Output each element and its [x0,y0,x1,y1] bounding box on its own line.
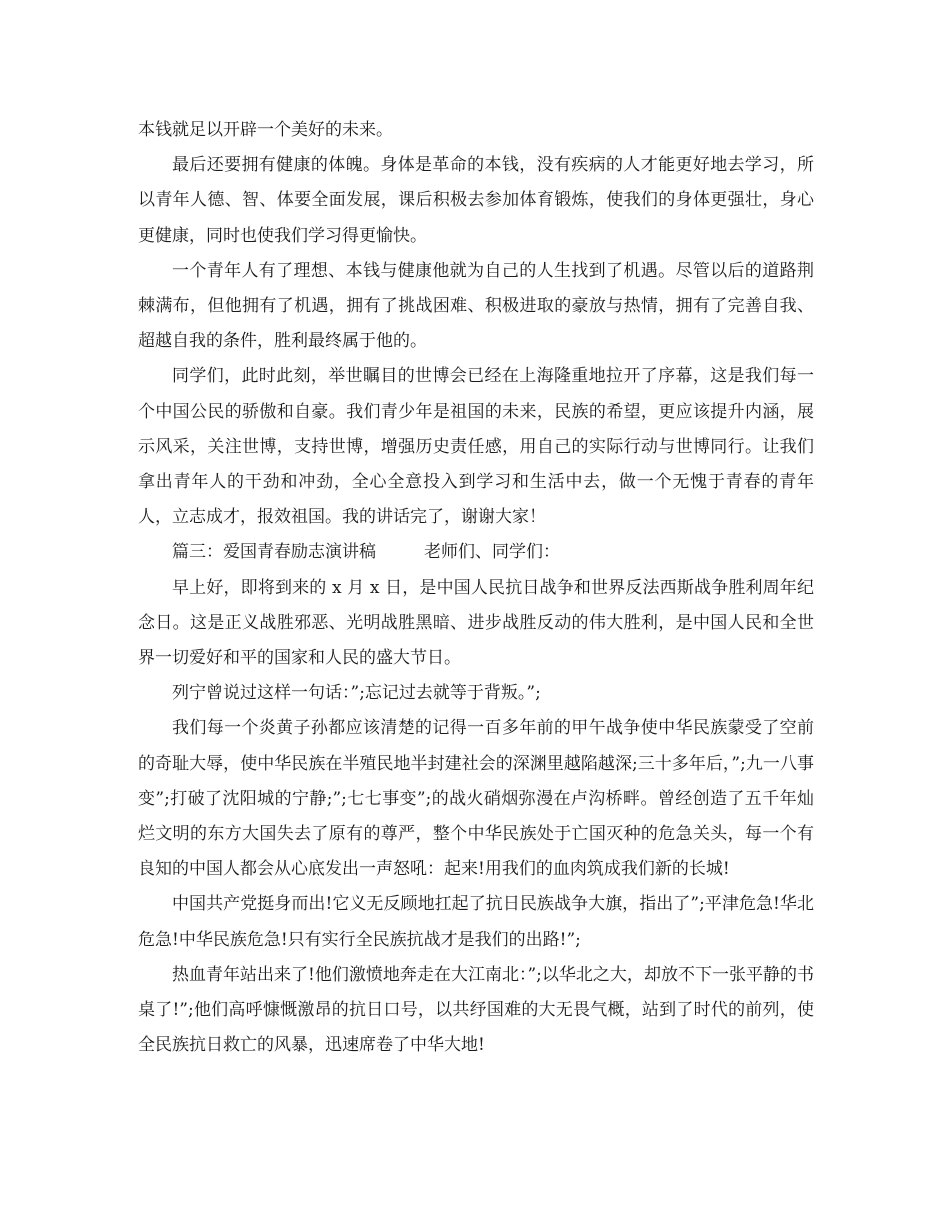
salutation: 老师们、同学们： [424,542,560,563]
paragraph: 本钱就足以开辟一个美好的未来。 [138,120,393,140]
paragraph: 一个青年人有了理想、本钱与健康他就为自己的人生找到了机遇。尽管以后的道路荆棘满布，但他拥有了机遇，拥有了挑战困难、积极进取的豪放与热情，拥有了完善自我、超越自我的条件，胜利最终属于他的。 [138,260,814,352]
document-body [138,113,814,1063]
paragraph: 最后还要拥有健康的体魄。身体是革命的本钱，没有疾病的人才能更好地去学习，所以青年人德、智、体要全面发展，课后积极去参加体育锻炼，使我们的身体更强壮，身心更健康，同时也使我们学习得更愉快。 [138,155,814,246]
paragraph: 列宁曾说过这样一句话：”;忘记过去就等于背叛。”; [172,683,541,704]
section-title: 篇三：爱国青春励志演讲稿 [172,542,376,563]
paragraph: 热血青年站出来了!他们激愤地奔走在大江南北：”;以华北之大，却放不下一张平静的书桌了!”;他们高呼慷慨激昂的抗日口号，以共纾国难的大无畏气概，站到了时代的前列，使全民族抗日救亡的风暴，迅速席卷了中华大地! [138,964,814,1056]
paragraph: 我们每一个炎黄子孙都应该清楚的记得一百多年前的甲午战争使中华民族蒙受了空前的奇耻大辱，使中华民族在半殖民地半封建社会的深渊里越陷越深;三十多年后，”;九一八事变”;打破了沈阳城的宁静;”;七七事变”;的战火硝烟弥漫在卢沟桥畔。曾经创造了五千年灿烂文明的东方大国失去了原有的尊严，整个中华民族处于亡国灭种的危急关头，每一个有良知的中国人都会从心底发出一声怒吼：起来!用我们的血肉筑成我们新的长城! [138,718,814,880]
paragraph: 中国共产党挺身而出!它义无反顾地扛起了抗日民族战争大旗，指出了”;平津危急!华北危急!中华民族危急!只有实行全民族抗战才是我们的出路!”; [138,894,814,950]
section-heading-line [138,535,814,570]
paragraph: 早上好，即将到来的 x 月 x 日，是中国人民抗日战争和世界反法西斯战争胜利周年纪念日。这是正义战胜邪恶、光明战胜黑暗、进步战胜反动的伟大胜利，是中国人民和全世界一切爱好和平的国家和人民的盛大节日。 [138,577,814,669]
paragraph: 同学们，此时此刻，举世瞩目的世博会已经在上海隆重地拉开了序幕，这是我们每一个中国公民的骄傲和自豪。我们青少年是祖国的未来，民族的希望，更应该提升内涵，展示风采，关注世博，支持世博，增强历史责任感，用自己的实际行动与世博同行。让我们拿出青年人的干劲和冲劲，全心全意投入到学习和生活中去，做一个无愧于青春的青年人，立志成才，报效祖国。我的讲话完了，谢谢大家！ [138,366,814,528]
